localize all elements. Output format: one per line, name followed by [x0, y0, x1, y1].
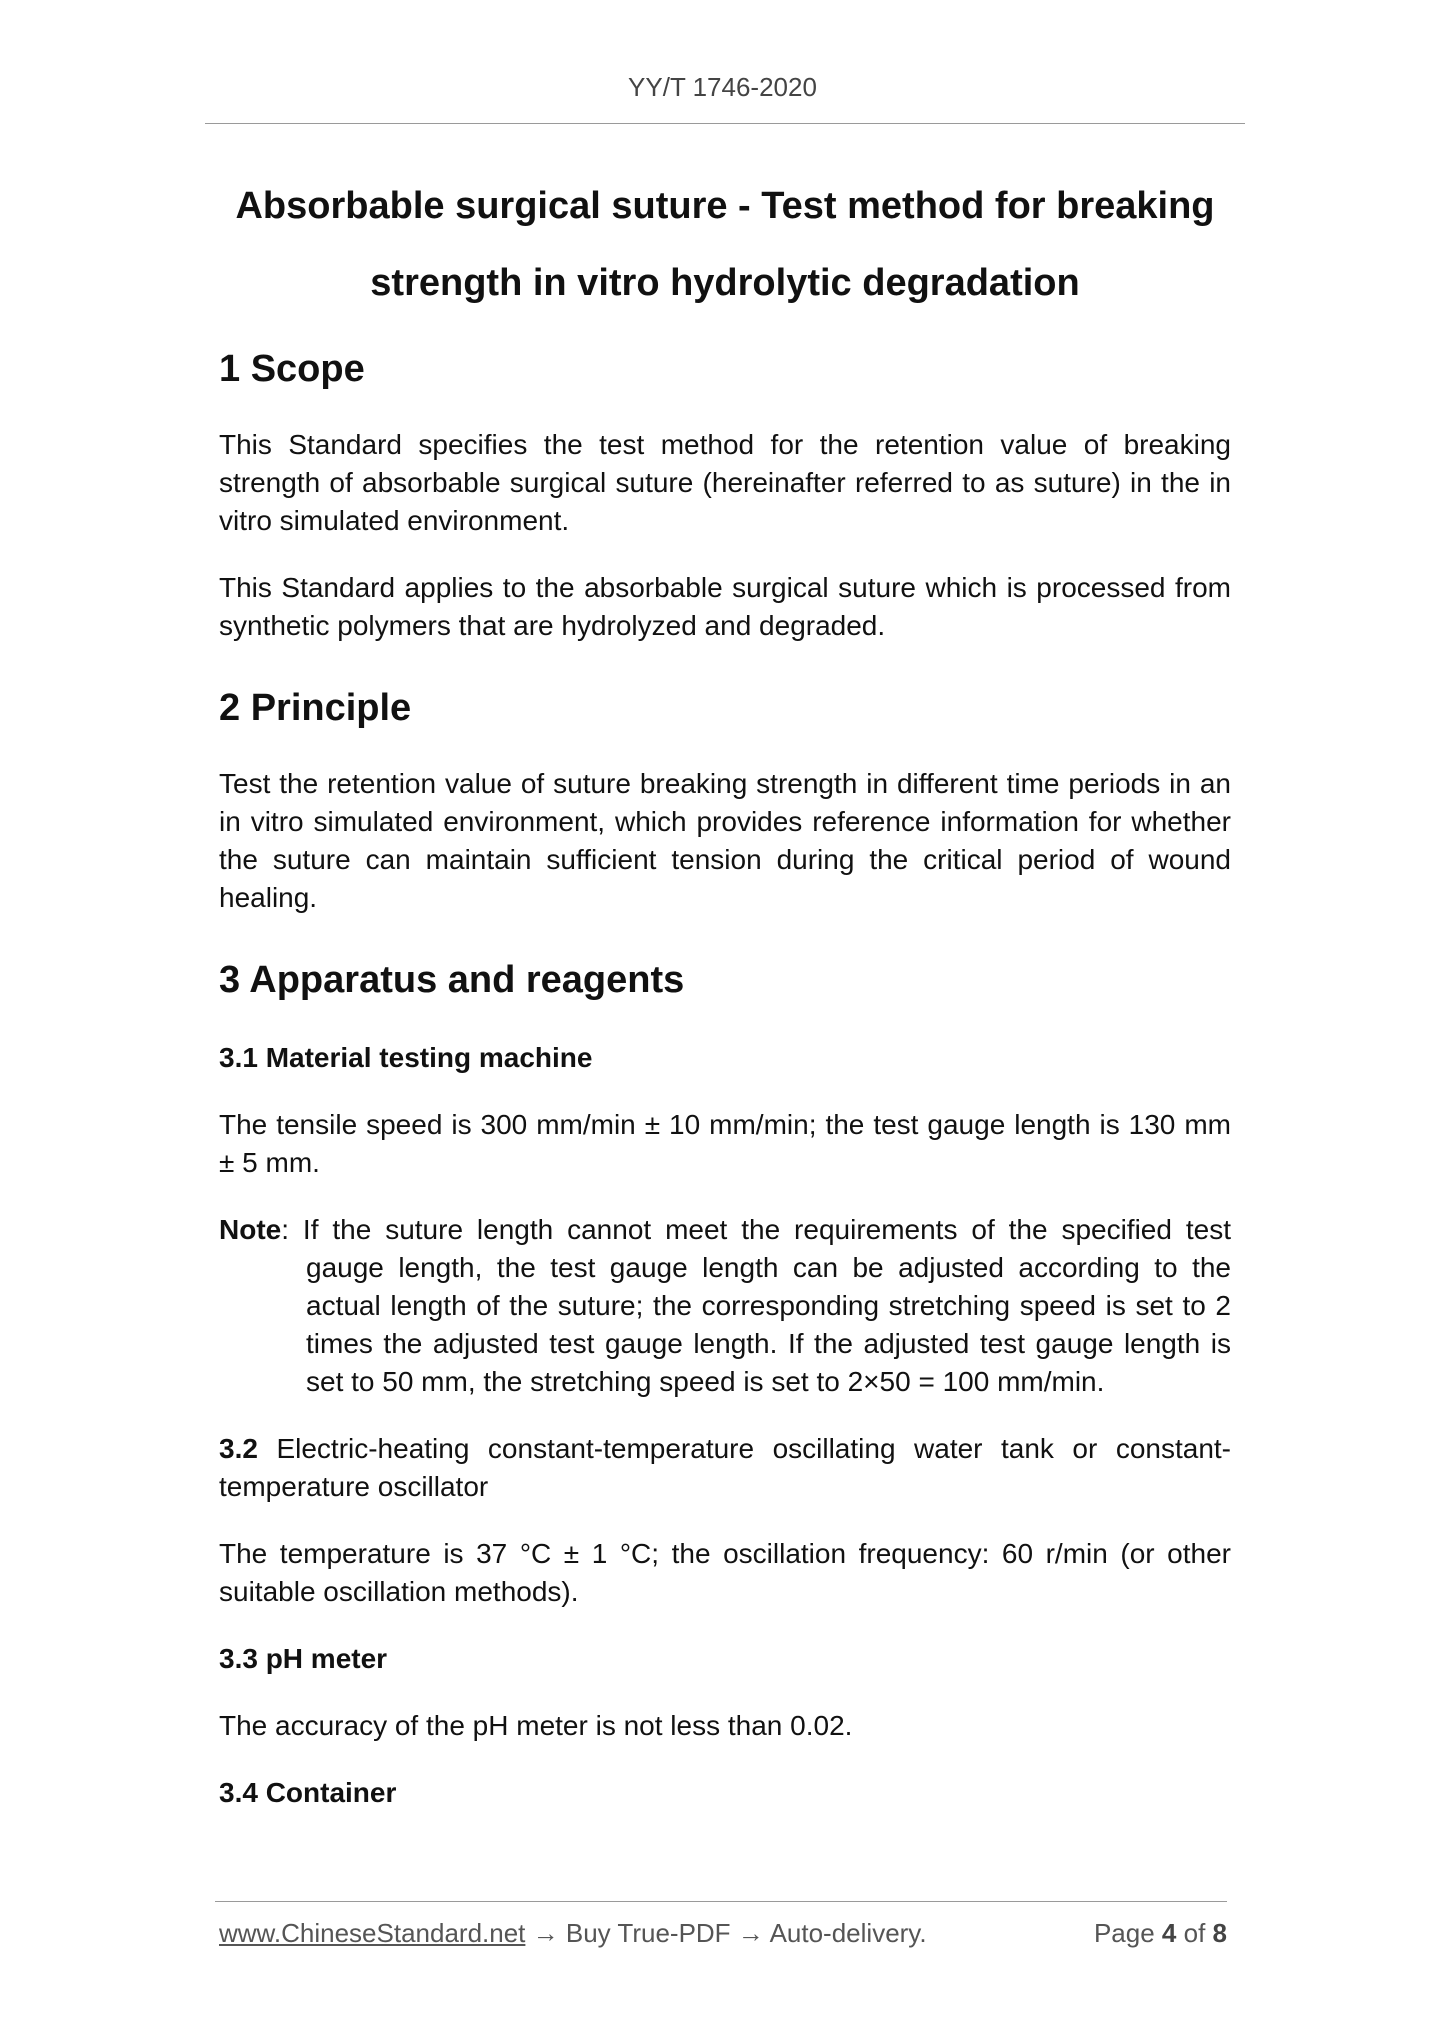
- paragraph-3-2: The temperature is 37 °C ± 1 °C; the oscillation frequency: 60 r/min (or other suitable oscillation methods).: [219, 1538, 1231, 1607]
- header-divider: [205, 123, 1245, 124]
- title-line-1: Absorbable surgical suture - Test method for breaking: [235, 185, 1215, 227]
- section-heading-principle: 2 Principle: [219, 687, 412, 729]
- heading-3-2: [219, 1430, 1231, 1506]
- website-link[interactable]: www.ChineseStandard.net: [219, 1918, 526, 1948]
- subheading-3-1: 3.1 Material testing machine: [219, 1042, 593, 1073]
- scope-paragraph-1: This Standard specifies the test method for the retention value of breaking strength of absorbable surgical suture (hereinafter referred to as suture) in the in vitro simulated environment.: [219, 429, 1231, 536]
- current-page-number: 4: [1161, 1918, 1177, 1948]
- principle-paragraph: Test the retention value of suture breaking strength in different time periods in an in vitro simulated environment, which provides reference information for whether the suture can maintain sufficient tension during the critical period of wound healing.: [219, 768, 1231, 913]
- paragraph-3-3: The accuracy of the pH meter is not less than 0.02.: [219, 1710, 853, 1741]
- total-pages-number: 8: [1212, 1918, 1227, 1948]
- title-line-2: strength in vitro hydrolytic degradation: [370, 262, 1080, 304]
- document-title: [219, 168, 1231, 322]
- footer-divider: [215, 1901, 1227, 1902]
- footer-promo: [219, 1918, 927, 1949]
- note-text: : If the suture length cannot meet the requirements of the specified test gauge length, the test gauge length can be adjusted according to the actual length of the suture; the corresponding stretching speed is set to 2 times the adjusted test gauge length. If the adjusted test gauge length is set to 50 mm, the stretching speed is set to 2×50 = 100 mm/min.: [281, 1214, 1231, 1397]
- section-heading-scope: 1 Scope: [219, 348, 365, 390]
- footer-tagline: → Buy True-PDF → Auto-delivery.: [525, 1918, 927, 1948]
- page-content: [219, 168, 1231, 1812]
- paragraph-3-1: The tensile speed is 300 mm/min ± 10 mm/min; the test gauge length is 130 mm ± 5 mm.: [219, 1109, 1231, 1178]
- subheading-3-3: 3.3 pH meter: [219, 1643, 388, 1674]
- section-heading-apparatus: 3 Apparatus and reagents: [219, 959, 685, 1001]
- standard-code: YY/T 1746-2020: [628, 72, 817, 102]
- note-3-1: [219, 1211, 1231, 1401]
- page-of-label: of: [1183, 1918, 1206, 1948]
- note-label: Note: [219, 1214, 282, 1245]
- page-label: Page: [1093, 1918, 1155, 1948]
- page-indicator: [1094, 1918, 1227, 1949]
- scope-paragraph-2: This Standard applies to the absorbable surgical suture which is processed from synthetic polymers that are hydrolyzed and degraded.: [219, 572, 1231, 641]
- section-number-3-2: 3.2: [219, 1433, 258, 1464]
- subheading-3-4: 3.4 Container: [219, 1777, 397, 1808]
- section-title-3-2: Electric-heating constant-temperature oscillating water tank or constant-temperature oscillator: [219, 1433, 1231, 1502]
